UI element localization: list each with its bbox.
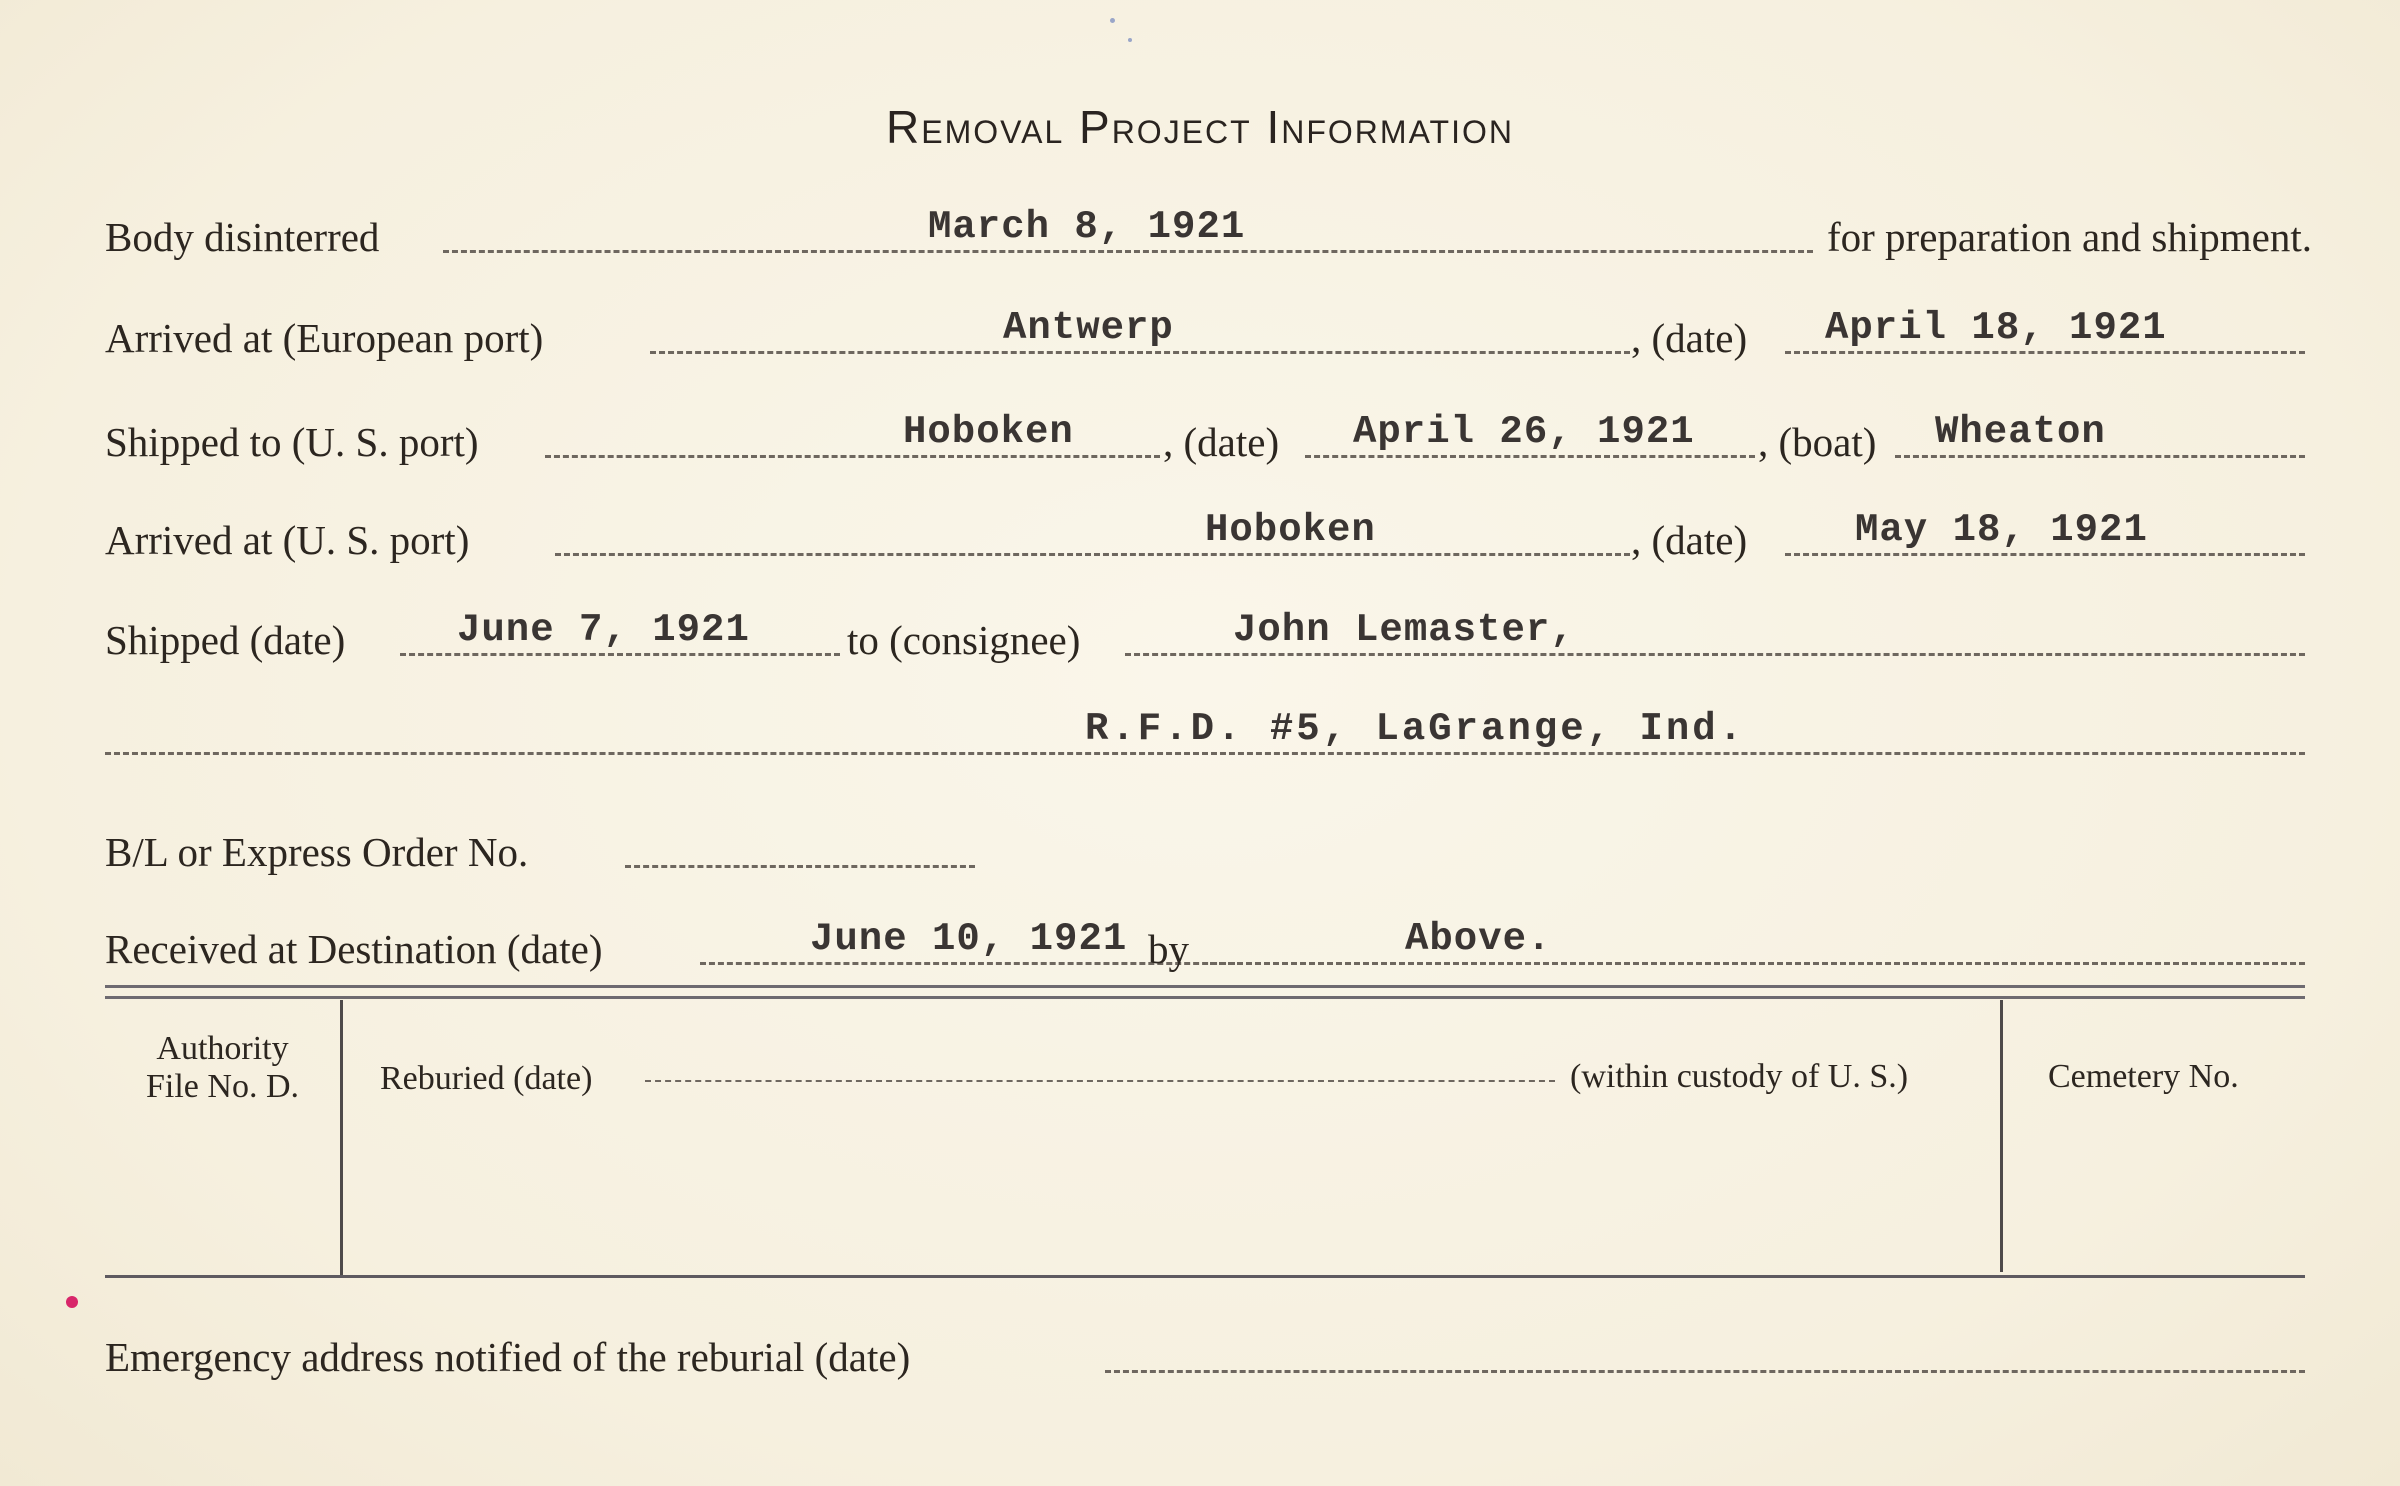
- reburied-line: [645, 1080, 1555, 1082]
- arrived-us-date-line: [1785, 553, 2305, 556]
- consignee-label: to (consignee): [847, 617, 1081, 663]
- row-shipped-us: [105, 410, 2305, 470]
- address-line: [105, 752, 2305, 755]
- arrived-us-line: [555, 553, 1630, 556]
- body-disinterred-suffix: for preparation and shipment.: [1827, 214, 2313, 260]
- box-top-rule: [105, 985, 2305, 999]
- ink-speck: [66, 1296, 78, 1308]
- address-value: R.F.D. #5, LaGrange, Ind.: [1085, 707, 1746, 751]
- arrived-us-date-value: May 18, 1921: [1855, 508, 2148, 552]
- consignee-line: [1125, 653, 2305, 656]
- card-title: Removal Project Information: [886, 101, 1514, 153]
- row-address: [105, 707, 2305, 767]
- box-divider-right: [2000, 1000, 2003, 1272]
- shipped-us-date-line: [1305, 455, 1755, 458]
- consignee-value: John Lemaster,: [1233, 608, 1575, 652]
- authority-line1: Authority: [156, 1030, 289, 1067]
- shipped-us-date-label: , (date): [1163, 419, 1280, 465]
- shipped-date-line: [400, 653, 840, 656]
- arrived-european-line: [650, 351, 1630, 354]
- body-disinterred-label: Body disinterred: [105, 214, 380, 260]
- body-disinterred-line: [443, 250, 1813, 253]
- arrived-european-date-label: , (date): [1631, 315, 1748, 361]
- arrived-us-date-label: , (date): [1631, 517, 1748, 563]
- reburied-label: Reburied (date): [380, 1060, 593, 1097]
- received-label: Received at Destination (date): [105, 926, 603, 972]
- bl-order-label: B/L or Express Order No.: [105, 829, 529, 875]
- cemetery-label: Cemetery No.: [2048, 1058, 2239, 1095]
- received-by-label: by: [1148, 926, 1189, 972]
- row-bl-order: [105, 820, 2305, 880]
- shipped-date-label: Shipped (date): [105, 617, 346, 663]
- received-value: June 10, 1921: [810, 917, 1128, 961]
- emergency-line: [1105, 1370, 2305, 1373]
- shipped-us-date-value: April 26, 1921: [1353, 410, 1695, 454]
- body-disinterred-value: March 8, 1921: [928, 205, 1246, 249]
- ink-speck: [1110, 18, 1115, 23]
- shipped-us-boat-value: Wheaton: [1935, 410, 2106, 454]
- authority-file-label: [115, 1030, 330, 1106]
- ink-speck: [1128, 38, 1132, 42]
- row-received: [105, 917, 2305, 977]
- arrived-us-label: Arrived at (U. S. port): [105, 517, 470, 563]
- row-body-disinterred: [105, 205, 2313, 265]
- emergency-label: Emergency address notified of the reburial (date): [105, 1334, 911, 1380]
- shipped-date-value: June 7, 1921: [457, 608, 750, 652]
- shipped-us-boat-label: , (boat): [1758, 419, 1877, 465]
- row-arrived-european: [105, 306, 2305, 366]
- shipped-us-value: Hoboken: [903, 410, 1074, 454]
- received-by-value: Above.: [1405, 917, 1552, 961]
- row-shipped-date: [105, 608, 2305, 668]
- row-arrived-us: [105, 508, 2305, 568]
- custody-label: (within custody of U. S.): [1570, 1058, 1909, 1095]
- shipped-us-label: Shipped to (U. S. port): [105, 419, 479, 465]
- received-by-line: [1210, 962, 2305, 965]
- bl-order-line: [625, 865, 975, 868]
- arrived-european-date-line: [1785, 351, 2305, 354]
- arrived-european-value: Antwerp: [1003, 306, 1174, 350]
- box-bottom-rule: [105, 1275, 2305, 1278]
- authority-line2: File No. D.: [146, 1068, 299, 1105]
- arrived-european-date-value: April 18, 1921: [1825, 306, 2167, 350]
- box-divider-left: [340, 1000, 343, 1275]
- arrived-us-value: Hoboken: [1205, 508, 1376, 552]
- shipped-us-boat-line: [1895, 455, 2305, 458]
- arrived-european-label: Arrived at (European port): [105, 315, 544, 361]
- shipped-us-line: [545, 455, 1160, 458]
- row-emergency: [105, 1325, 2305, 1385]
